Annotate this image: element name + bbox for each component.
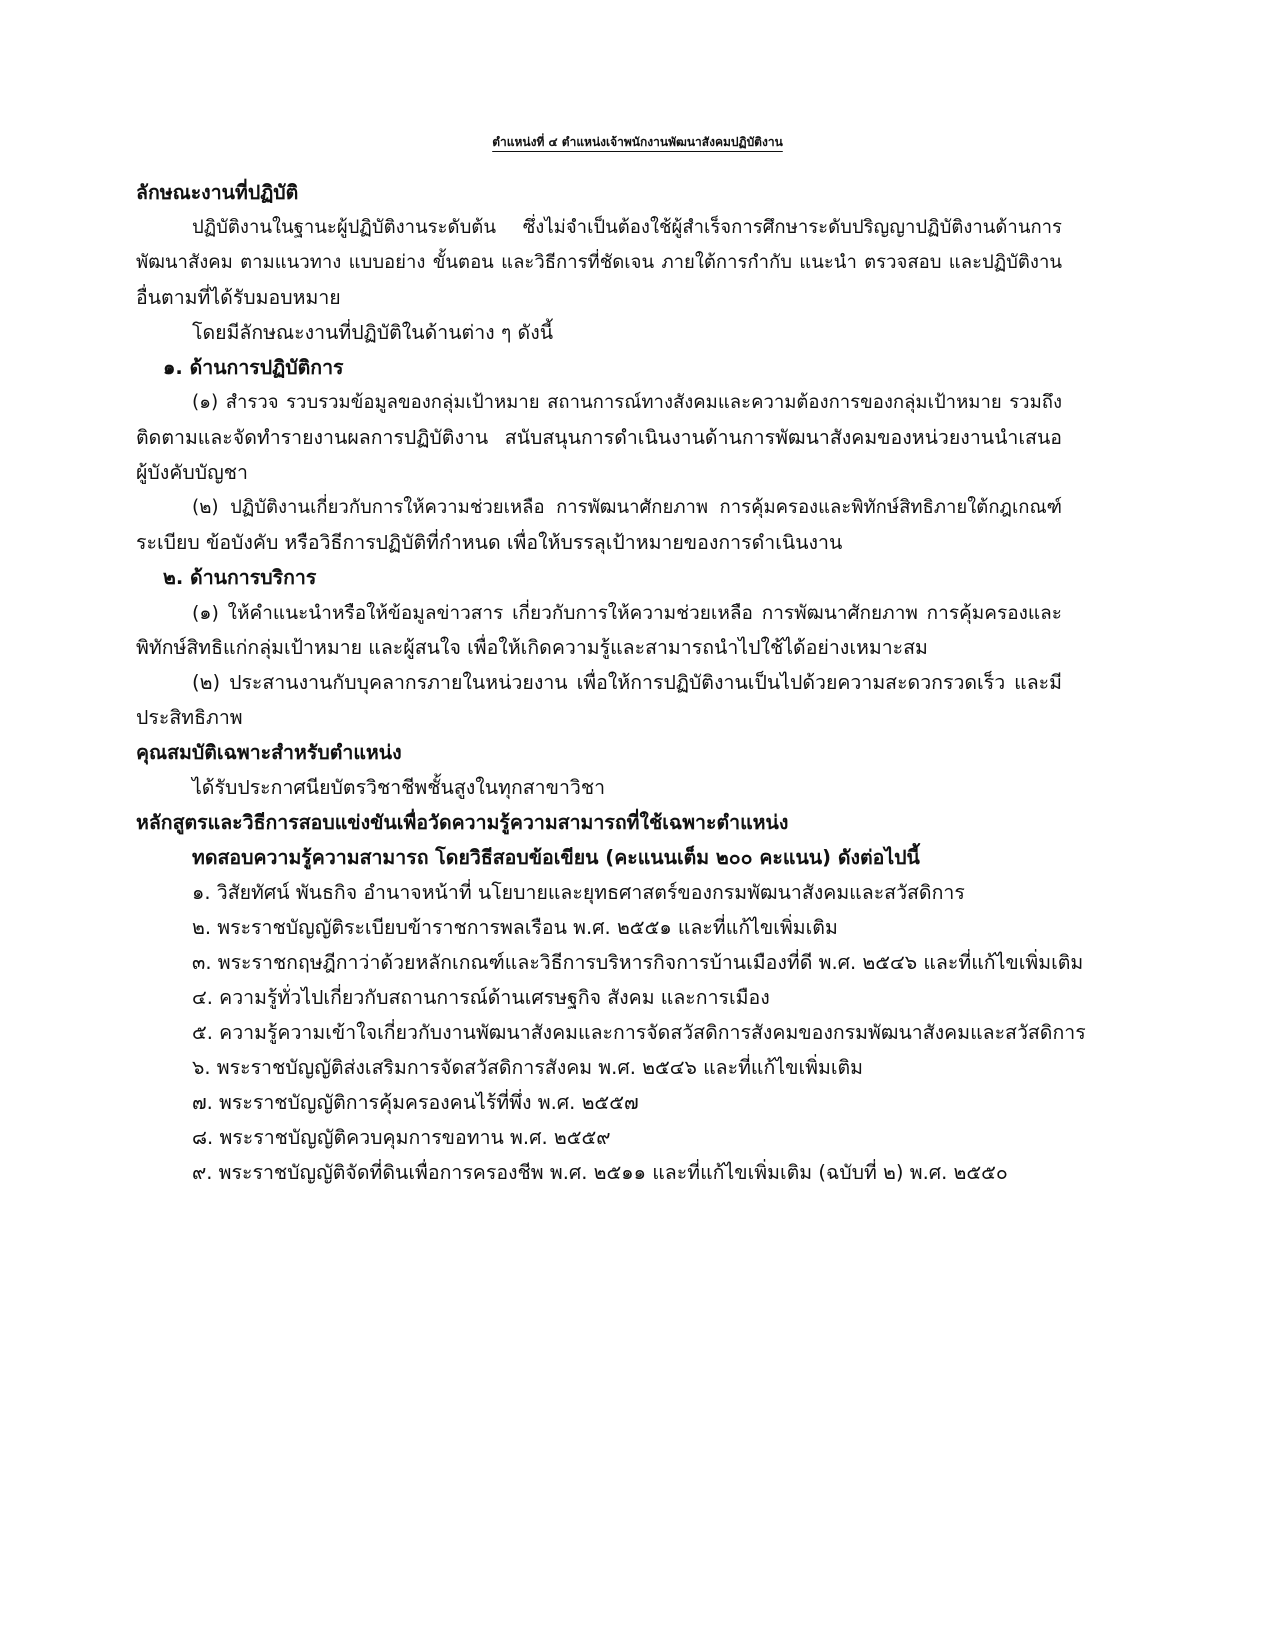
services-item2-line1: (๒) ประสานงานกับบุคลากรภายในหน่วยงาน เพื่อให้การปฏิบัติงานเป็นไปด้วยความสะดวกรวดเร็ว และมี bbox=[192, 671, 1062, 694]
intro-line-1: ปฏิบัติงานในฐานะผู้ปฏิบัติงานระดับต้น ซึ่งไม่จำเป็นต้องใช้ผู้สำเร็จการศึกษาระดับปริญญาปฏิบัติงานด้านการ bbox=[192, 217, 1062, 238]
operations-item2-line2: ระเบียบ ข้อบังคับ หรือวิธีการปฏิบัติที่กำหนด เพื่อให้บรรลุเป้าหมายของการดำเนินงาน bbox=[136, 531, 843, 554]
exam-subheading: ทดสอบความรู้ความสามารถ โดยวิธีสอบข้อเขียน (คะแนนเต็ม ๒๐๐ คะแนน) ดังต่อไปนี้ bbox=[192, 846, 920, 869]
intro-line-3: อื่นตามที่ได้รับมอบหมาย bbox=[136, 286, 341, 309]
qualifications-text: ได้รับประกาศนียบัตรวิชาชีพชั้นสูงในทุกสาขาวิชา bbox=[192, 776, 606, 799]
operations-item2-line1: (๒) ปฏิบัติงานเกี่ยวกับการให้ความช่วยเหลือ การพัฒนาศักยภาพ การคุ้มครองและพิทักษ์สิทธิภายใต้กฎเกณฑ์ bbox=[192, 497, 1062, 518]
exam-item-1: ๑. วิสัยทัศน์ พันธกิจ อำนาจหน้าที่ นโยบายและยุทธศาสตร์ของกรมพัฒนาสังคมและสวัสดิการ bbox=[192, 881, 965, 904]
exam-item-8: ๘. พระราชบัญญัติควบคุมการขอทาน พ.ศ. ๒๕๕๙ bbox=[192, 1126, 611, 1149]
job-nature-heading: ลักษณะงานที่ปฏิบัติ bbox=[136, 181, 299, 204]
operations-heading: ๑. ด้านการปฏิบัติการ bbox=[163, 356, 344, 379]
qualifications-heading: คุณสมบัติเฉพาะสำหรับตำแหน่ง bbox=[136, 741, 402, 764]
operations-item1-line1: (๑) สำรวจ รวบรวมข้อมูลของกลุ่มเป้าหมาย สถานการณ์ทางสังคมและความต้องการของกลุ่มเป้าหมาย รวมถึง bbox=[192, 392, 1062, 413]
exam-item-7: ๗. พระราชบัญญัติการคุ้มครองคนไร้ที่พึ่ง พ.ศ. ๒๕๕๗ bbox=[192, 1091, 639, 1114]
services-heading: ๒. ด้านการบริการ bbox=[163, 566, 317, 589]
operations-item1-line3: ผู้บังคับบัญชา bbox=[136, 461, 248, 484]
services-item1-line1: (๑) ให้คำแนะนำหรือให้ข้อมูลข่าวสาร เกี่ยวกับการให้ความช่วยเหลือ การพัฒนาศักยภาพ การคุ้มครองและ bbox=[192, 602, 1062, 624]
exam-item-6: ๖. พระราชบัญญัติส่งเสริมการจัดสวัสดิการสังคม พ.ศ. ๒๕๔๖ และที่แก้ไขเพิ่มเติม bbox=[192, 1056, 863, 1079]
services-item1-line2: พิทักษ์สิทธิแก่กลุ่มเป้าหมาย และผู้สนใจ เพื่อให้เกิดความรู้และสามารถนำไปใช้ได้อย่างเหมาะสม bbox=[136, 636, 928, 659]
exam-heading: หลักสูตรและวิธีการสอบแข่งขันเพื่อวัดความรู้ความสามารถที่ใช้เฉพาะตำแหน่ง bbox=[136, 811, 789, 834]
services-item2-line2: ประสิทธิภาพ bbox=[136, 706, 243, 729]
job-nature-lead: โดยมีลักษณะงานที่ปฏิบัติในด้านต่าง ๆ ดังนี้ bbox=[192, 321, 554, 344]
intro-line-2: พัฒนาสังคม ตามแนวทาง แบบอย่าง ขั้นตอน และวิธีการที่ชัดเจน ภายใต้การกำกับ แนะนำ ตรวจสอบ และปฏิบัติงาน bbox=[136, 252, 1062, 273]
operations-item1-line2: ติดตามและจัดทำรายงานผลการปฏิบัติงาน สนับสนุนการดำเนินงานด้านการพัฒนาสังคมของหน่วยงานนำเสนอ bbox=[136, 426, 1062, 449]
exam-item-9: ๙. พระราชบัญญัติจัดที่ดินเพื่อการครองชีพ พ.ศ. ๒๕๑๑ และที่แก้ไขเพิ่มเติม (ฉบับที่ ๒) พ.ศ. ๒๕๕๐ bbox=[192, 1161, 1008, 1184]
exam-item-3: ๓. พระราชกฤษฎีกาว่าด้วยหลักเกณฑ์และวิธีการบริหารกิจการบ้านเมืองที่ดี พ.ศ. ๒๕๔๖ และที่แก้ไขเพิ่มเติม bbox=[192, 951, 1084, 974]
exam-item-4: ๔. ความรู้ทั่วไปเกี่ยวกับสถานการณ์ด้านเศรษฐกิจ สังคม และการเมือง bbox=[192, 986, 770, 1009]
exam-item-2: ๒. พระราชบัญญัติระเบียบข้าราชการพลเรือน พ.ศ. ๒๕๕๑ และที่แก้ไขเพิ่มเติม bbox=[192, 916, 838, 939]
exam-item-5: ๕. ความรู้ความเข้าใจเกี่ยวกับงานพัฒนาสังคมและการจัดสวัสดิการสังคมของกรมพัฒนาสังคมและสวัสดิการ bbox=[192, 1021, 1086, 1044]
page-title: ตำแหน่งที่ ๔ ตำแหน่งเจ้าพนักงานพัฒนาสังคมปฏิบัติงาน bbox=[492, 135, 783, 149]
